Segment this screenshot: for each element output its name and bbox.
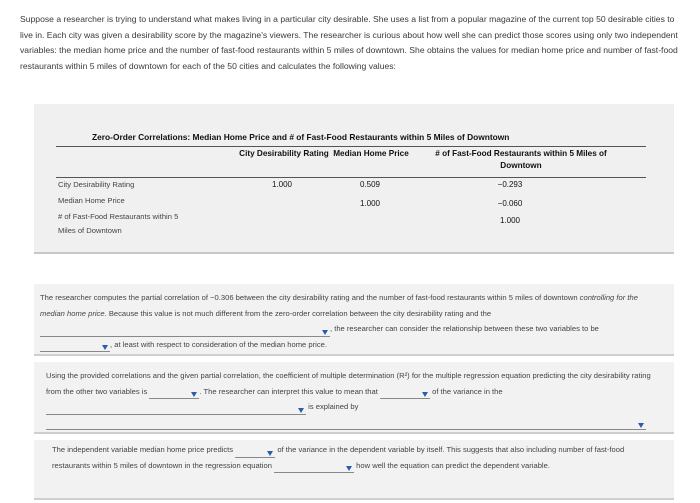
multiple-determination-question [34, 362, 674, 434]
caret-down-icon [346, 466, 352, 471]
q3-text-3: how well the equation can predict the dependent variable. [356, 460, 550, 470]
table-top-rule [56, 146, 646, 147]
row-label-fast-food: # of Fast-Food Restaurants within 5 Miles of Downtown [58, 212, 179, 235]
cell-r2c2: 1.000 [359, 199, 381, 208]
q1-text-4: , at least with respect to consideration of the median home price. [110, 339, 327, 349]
cell-r2c3: −0.060 [497, 199, 523, 208]
table-title: Zero-Order Correlations: Median Home Price and # of Fast-Food Restaurants within 5 Miles of Downtown [92, 132, 510, 142]
q2-text-4: is explained by [308, 402, 359, 411]
caret-down-icon [191, 392, 197, 397]
q1-text-3: , the researcher can consider the relationship between these two variables to be [330, 324, 599, 333]
q2-text-2: . The researcher can interpret this value to mean that [199, 386, 378, 396]
q1-italic: controlling for the median home price [40, 293, 638, 318]
cell-r1c1: 1.000 [271, 180, 293, 189]
q3-text-1: The independent variable median home price predicts [52, 445, 234, 454]
q3-dropdown-1[interactable] [235, 447, 275, 458]
q2-dropdown-1[interactable] [149, 388, 199, 399]
cell-r3c3: 1.000 [499, 216, 521, 225]
correlation-table-panel [34, 104, 674, 254]
q2-dropdown-2[interactable] [380, 388, 430, 399]
caret-down-icon [267, 451, 273, 456]
col-header-home-price: Median Home Price [333, 149, 409, 158]
q1-dropdown-1[interactable] [40, 326, 330, 337]
q2-text-3: of the variance in the [432, 386, 503, 396]
col-header-desirability: City Desirability Rating [239, 149, 329, 158]
q3-text-2: of the variance in the dependent variable by itself. This suggests that also including number of fast-food restaurants within 5 miles of downtown in the regression equation [52, 445, 625, 470]
cell-r1c3: −0.293 [497, 180, 523, 189]
caret-down-icon [102, 345, 108, 350]
row-label-desirability: City Desirability Rating [58, 180, 135, 189]
caret-down-icon [638, 423, 644, 428]
cell-r1c2: 0.509 [359, 180, 381, 189]
caret-down-icon [422, 392, 428, 397]
partial-correlation-question [34, 284, 674, 356]
q1-dropdown-2[interactable] [40, 341, 110, 352]
q3-dropdown-2[interactable] [274, 462, 354, 473]
q2-text-1: Using the provided correlations and the given partial correlation, the coefficient of multiple determination (R²) for the multiple regression equation predicting the city desirability rating from the other two variables is [46, 371, 651, 396]
q2-dropdown-4[interactable] [46, 419, 646, 430]
home-price-question [34, 440, 674, 500]
row-label-home-price: Median Home Price [58, 196, 125, 205]
q2-dropdown-3[interactable] [46, 404, 306, 415]
q1-text-2: . Because this value is not much different from the zero-order correlation between the city desirability rating and the [104, 308, 492, 318]
problem-intro: Suppose a researcher is trying to understand what makes living in a particular city desirable. She uses a list from a popular magazine of the current top 50 desirable cities to live in. Each city was given a desirability score by the magazine's viewers. The researcher is curious about how well she can predict those scores using only two independent variables: the median home price and the number of fast-food restaurants within 5 miles of downtown. She obtains the values for median home price and number of fast-food restaurants within 5 miles of downtown for each of the 50 cities and calculates the following values: [20, 14, 678, 71]
col-header-fast-food: # of Fast-Food Restaurants within 5 Miles of Downtown [435, 149, 607, 170]
caret-down-icon [322, 330, 328, 335]
q1-text-1: The researcher computes the partial correlation of −0.306 between the city desirability rating and the number of fast-food restaurants within 5 miles of downtown [40, 293, 580, 302]
caret-down-icon [298, 408, 304, 413]
